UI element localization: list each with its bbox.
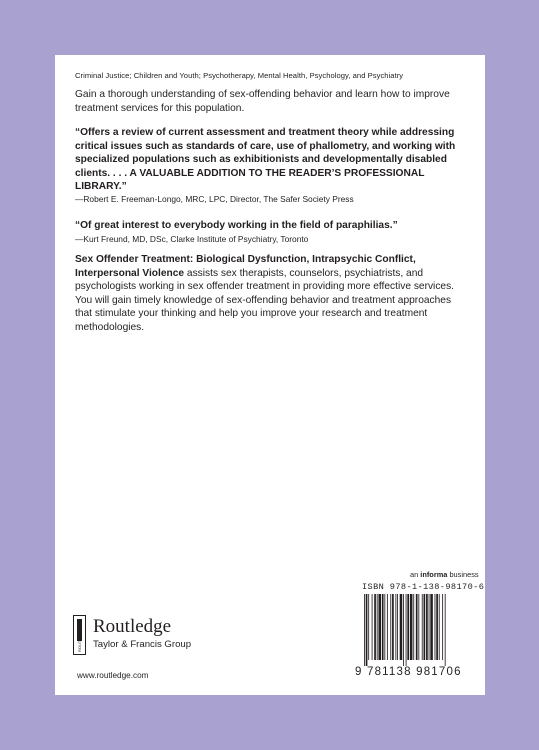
- publisher-url[interactable]: www.routledge.com: [77, 671, 149, 680]
- informa-business-line: [410, 570, 479, 579]
- back-cover-panel: [55, 55, 485, 695]
- isbn-label: ISBN 978-1-138-98170-6: [362, 582, 485, 592]
- informa-suffix: business: [447, 570, 479, 579]
- review-attribution-1: —Robert E. Freeman-Longo, MRC, LPC, Director, The Safer Society Press: [75, 194, 354, 204]
- review-quote-1: “Offers a review of current assessment and treatment theory while addressing critical issues such as standards of care, use of phallometry, and working with specialized populations such as exhibitionists and developmentally disabled clients. . . . A VALUABLE ADDITION TO THE READER’S PROFESSIONAL LIBRARY.”: [75, 127, 456, 192]
- review-quote-2: “Of great interest to everybody working in the field of paraphilias.”: [75, 220, 398, 231]
- informa-brand: informa: [420, 570, 448, 579]
- description-paragraph: [75, 253, 470, 334]
- logo-vertical-text: ROUTLEDGE: [77, 627, 82, 652]
- informa-prefix: an: [410, 570, 421, 579]
- publisher-name: Routledge: [93, 616, 172, 637]
- subject-categories: Criminal Justice; Children and Youth; Psychotherapy, Mental Health, Psychology, and Psychiatry: [75, 71, 404, 80]
- description-text: assists sex therapists, counselors, psychiatrists, and psychologists working in sex offender treatment in providing more effective services. You will gain timely knowledge of sex-offending behavior and treatment approaches that stimulate your thinking and help you improve your research and treatment methodologies.: [75, 267, 455, 333]
- routledge-logo-icon: [73, 615, 86, 655]
- intro-paragraph: Gain a thorough understanding of sex-offending behavior and learn how to improve treatment services for this population.: [75, 89, 450, 114]
- barcode-digits: 9 781138 981706: [355, 666, 462, 678]
- isbn-barcode: [362, 594, 475, 666]
- review-attribution-2: —Kurt Freund, MD, DSc, Clarke Institute of Psychiatry, Toronto: [75, 234, 309, 244]
- routledge-logo: [73, 615, 243, 655]
- book-title: Sex Offender Treatment: Biological Dysfunction, Intrapsychic Conflict, Interpersonal Violence: [75, 254, 416, 279]
- publisher-group: Taylor & Francis Group: [93, 639, 192, 650]
